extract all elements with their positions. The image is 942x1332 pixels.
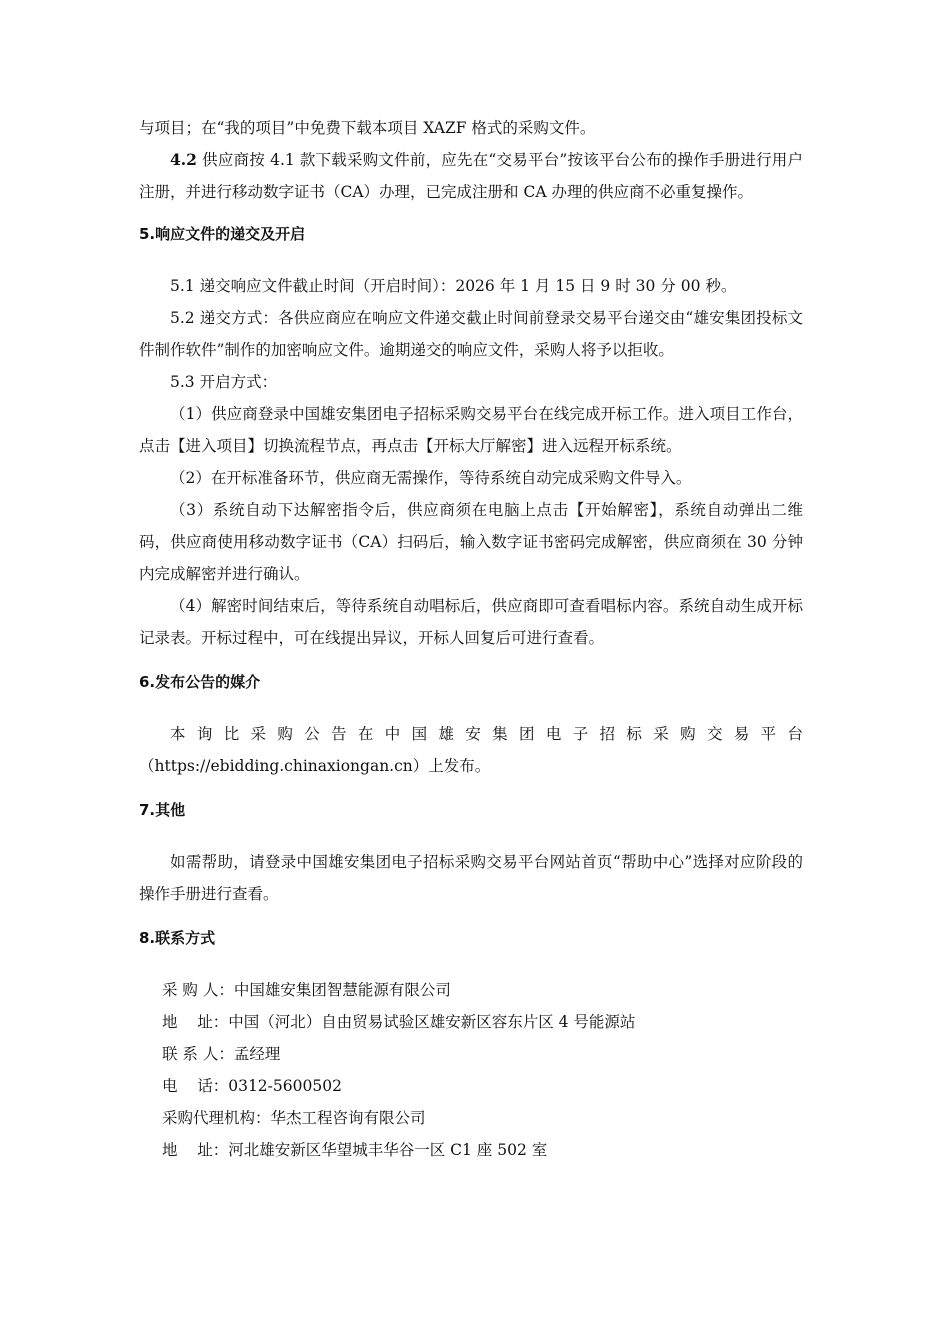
section-8-heading: 8.联系方式 [139,929,216,947]
contact-label: 采购代理机构： [162,1109,271,1127]
contact-value: 中国（河北）自由贸易试验区雄安新区容东片区 4 号能源站 [228,1013,636,1031]
paragraph-5-1: 5.1 递交响应文件截止时间（开启时间）：2026 年 1 月 15 日 9 时 30 分 00 秒。 [170,277,737,295]
contact-row-phone [139,1070,803,1102]
opening-step-2: （2）在开标准备环节，供应商无需操作，等待系统自动完成采购文件导入。 [170,469,692,487]
document-body [139,112,803,1166]
contact-label: 联 系 人： [162,1045,234,1063]
opening-step-4: （4）解密时间结束后，等待系统自动唱标后，供应商即可查看唱标内容。系统自动生成开标记录表。开标过程中，可在线提出异议，开标人回复后可进行查看。 [139,597,803,647]
section4-continuation: 与项目；在“我的项目”中免费下载本项目 XAZF 格式的采购文件。 [139,119,596,137]
media-line-1: 本询比采购公告在中国雄安集团电子招标采购交易平台 [170,725,803,743]
contact-value: 河北雄安新区华望城丰华谷一区 C1 座 502 室 [228,1141,548,1159]
paragraph-5-3: 5.3 开启方式： [170,373,278,391]
contact-value: 中国雄安集团智慧能源有限公司 [233,981,451,999]
paragraph-4-2-text: 供应商按 4.1 款下载采购文件前，应先在“交易平台”按该平台公布的操作手册进行用户注册，并进行移动数字证书（CA）办理，已完成注册和 CA 办理的供应商不必重复操作。 [139,151,803,201]
contact-row-contact-person [139,1038,803,1070]
section-7-heading: 7.其他 [139,801,186,819]
contact-value: 0312-5600502 [228,1077,342,1095]
section-5-heading: 5.响应文件的递交及开启 [139,225,306,243]
contact-value: 华杰工程咨询有限公司 [270,1109,426,1127]
contact-value: 孟经理 [233,1045,281,1063]
contact-label: 采 购 人： [162,981,234,999]
section-6-heading: 6.发布公告的媒介 [139,673,261,691]
contact-label: 地 址： [162,1013,229,1031]
contact-row-agency [139,1102,803,1134]
contact-row-address [139,1006,803,1038]
paragraph-4-2-number: 4.2 [170,150,197,169]
contact-label: 电 话： [162,1077,229,1095]
contact-row-agency-address [139,1134,803,1166]
paragraph-4-2 [139,144,803,208]
contact-list [139,974,803,1166]
contact-label: 地 址： [162,1141,229,1159]
opening-step-1: （1）供应商登录中国雄安集团电子招标采购交易平台在线完成开标工作。进入项目工作台，点击【进入项目】切换流程节点，再点击【开标大厅解密】进入远程开标系统。 [139,405,803,455]
paragraph-5-2: 5.2 递交方式：各供应商应在响应文件递交截止时间前登录交易平台递交由“雄安集团投标文件制作软件”制作的加密响应文件。逾期递交的响应文件，采购人将予以拒收。 [139,309,803,359]
media-line-2: （https://ebidding.chinaxiongan.cn）上发布。 [139,757,491,775]
help-paragraph: 如需帮助，请登录中国雄安集团电子招标采购交易平台网站首页“帮助中心”选择对应阶段的操作手册进行查看。 [139,853,803,903]
opening-step-3: （3）系统自动下达解密指令后，供应商须在电脑上点击【开始解密】，系统自动弹出二维码，供应商使用移动数字证书（CA）扫码后，输入数字证书密码完成解密，供应商须在 30 分钟内完成解密并进行确认。 [139,501,803,583]
contact-row-purchaser [139,974,803,1006]
